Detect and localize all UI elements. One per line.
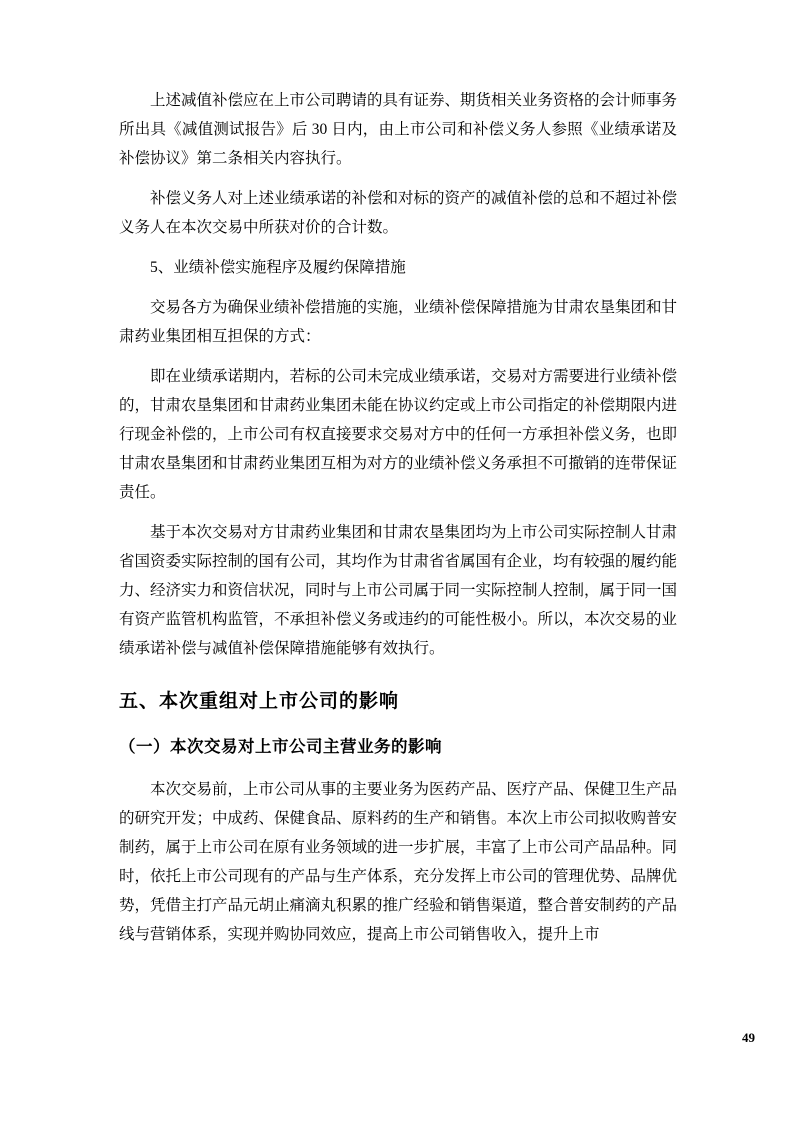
paragraph-guarantee-feasibility: 基于本次交易对方甘肃药业集团和甘肃农垦集团均为上市公司实际控制人甘肃省国资委实际控制的国有公司，其均作为甘肃省省属国有企业，均有较强的履约能力、经济实力和资信状况，同时与上市公司属于同一实际控制人控制，属于同一国有资产监管机构监管，不承担补偿义务或违约的可能性极小。所以，本次交易的业绩承诺补偿与减值补偿保障措施能够有效执行。	[119, 524, 678, 657]
section-heading-5-impact-on-listed-company: 五、本次重组对上市公司的影响	[119, 691, 400, 712]
page-content	[119, 86, 677, 960]
list-item-5-compensation-procedure: 5、业绩补偿实施程序及履约保障措施	[150, 259, 406, 276]
subsection-heading-1-main-business-impact: （一）本次交易对上市公司主营业务的影响	[119, 738, 442, 756]
paragraph-main-business-impact: 本次交易前，上市公司从事的主要业务为医药产品、医疗产品、保健卫生产品的研究开发；中成药、保健食品、原料药的生产和销售。本次上市公司拟收购普安制药，属于上市公司在原有业务领域的进一步扩展，丰富了上市公司产品品种。同时，依托上市公司现有的产品与生产体系，充分发挥上市公司的管理优势、品牌优势，凭借主打产品元胡止痛滴丸积累的推广经验和销售渠道，整合普安制药的产品线与营销体系，实现并购协同效应，提高上市公司销售收入，提升上市	[119, 781, 678, 943]
paragraph-mutual-guarantee-intro: 交易各方为确保业绩补偿措施的实施，业绩补偿保障措施为甘肃农垦集团和甘肃药业集团相互担保的方式：	[119, 299, 678, 345]
paragraph-guarantee-mechanism: 即在业绩承诺期内，若标的公司未完成业绩承诺，交易对方需要进行业绩补偿的，甘肃农垦集团和甘肃药业集团未能在协议约定或上市公司指定的补偿期限内进行现金补偿的，上市公司有权直接要求交易对方中的任何一方承担补偿义务，也即甘肃农垦集团和甘肃药业集团互相为对方的业绩补偿义务承担不可撤销的连带保证责任。	[119, 368, 678, 501]
paragraph-compensation-cap: 补偿义务人对上述业绩承诺的补偿和对标的资产的减值补偿的总和不超过补偿义务人在本次交易中所获对价的合计数。	[119, 190, 678, 236]
page-number: 49	[742, 1030, 755, 1045]
paragraph-impairment-compensation: 上述减值补偿应在上市公司聘请的具有证券、期货相关业务资格的会计师事务所出具《减值测试报告》后 30 日内，由上市公司和补偿义务人参照《业绩承诺及补偿协议》第二条相关内容执行。	[119, 92, 678, 167]
